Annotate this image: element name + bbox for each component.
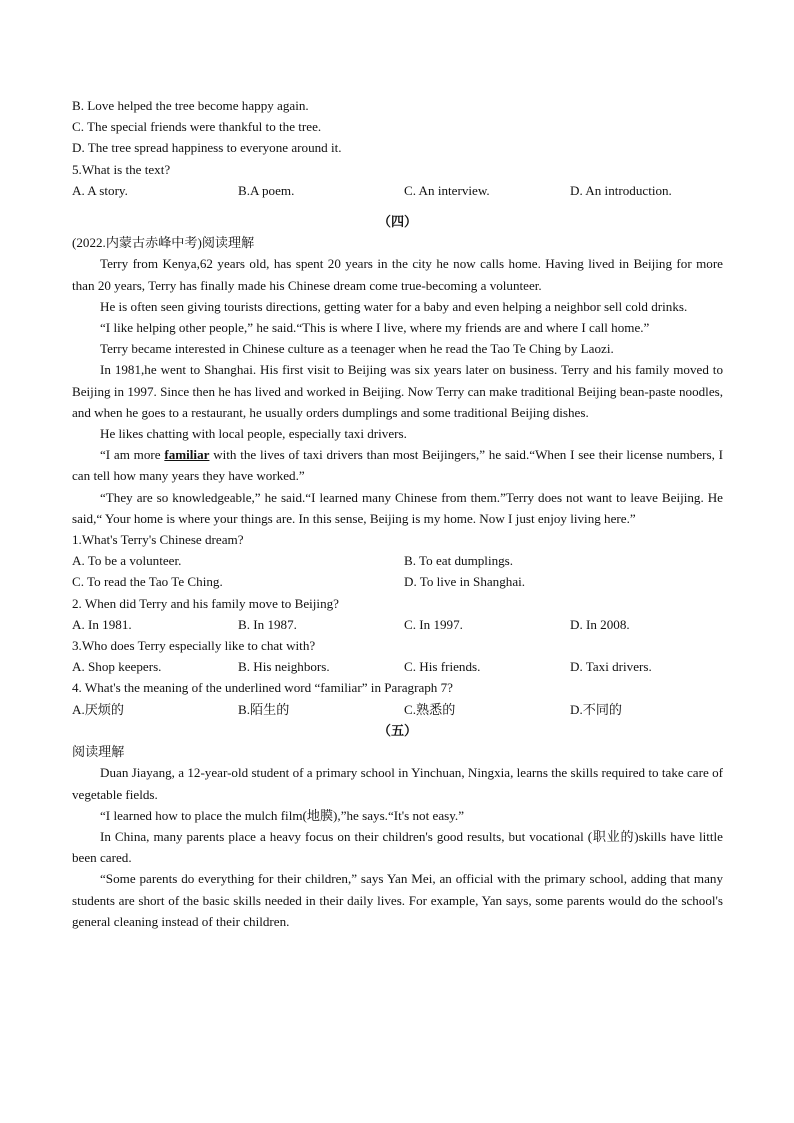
question-1-options-row1 (72, 550, 723, 571)
option-a: A. In 1981. (72, 616, 132, 632)
option-c: C. To read the Tao Te Ching. (72, 574, 223, 590)
option-c: C. The special friends were thankful to the tree. (72, 119, 322, 135)
paragraph: “I learned how to place the mulch film(地膜),”he says.“It's not easy.” (100, 807, 465, 823)
paragraph: He likes chatting with local people, especially taxi drivers. (100, 426, 407, 442)
paragraph-7-end: with the lives of taxi drivers than most Beijingers,” he said.“When I see their license numbers, I can tell how many years they have worked.” (72, 447, 723, 484)
section-5-source: 阅读理解 (72, 744, 125, 760)
option-a: A. A story. (72, 182, 128, 198)
underlined-word: familiar (164, 447, 210, 463)
document-page (72, 95, 723, 932)
question-5-options (72, 180, 723, 201)
paragraph: Terry from Kenya,62 years old, has spent 20 years in the city he now calls home. Having lived in Beijing for more than 20 years, Terry has finally made his Chinese dream come true-becoming a volunteer. (72, 256, 723, 293)
paragraph-7-start: “I am more (100, 447, 165, 463)
option-b: B.陌生的 (238, 701, 290, 717)
question-1-options-row2 (72, 571, 723, 592)
question-4-options (72, 699, 723, 720)
question-1: 1.What's Terry's Chinese dream? (72, 532, 244, 548)
option-a: A. Shop keepers. (72, 659, 162, 675)
question-3: 3.Who does Terry especially like to chat with? (72, 638, 316, 654)
question-2: 2. When did Terry and his family move to Beijing? (72, 595, 339, 611)
option-d: D. An introduction. (570, 182, 672, 198)
section-5-heading: （五） (377, 722, 418, 738)
paragraph: Duan Jiayang, a 12-year-old student of a primary school in Yinchuan, Ningxia, learns the skills required to take care of vegetable fields. (72, 765, 723, 802)
paragraph: “They are so knowledgeable,” he said.“I learned many Chinese from them.”Terry does not want to leave Beijing. He said,“ Your home is where your things are. In this sense, Beijing is my home. Now I just enjoy living here.” (72, 489, 723, 526)
option-c: C.熟悉的 (404, 701, 456, 717)
paragraph: “Some parents do everything for their children,” says Yan Mei, an official with the primary school, adding that many students are short of the basic skills needed in their daily lives. For example, Yan says, some parents would do the school's general cleaning instead of their children. (72, 871, 723, 929)
section-4-source: (2022.内蒙古赤峰中考)阅读理解 (72, 235, 255, 251)
option-d: D. Taxi drivers. (570, 659, 652, 675)
option-b: B. His neighbors. (238, 659, 330, 675)
option-c: C. An interview. (404, 182, 490, 198)
paragraph: Terry became interested in Chinese culture as a teenager when he read the Tao Te Ching by Laozi. (100, 341, 614, 357)
paragraph: He is often seen giving tourists directions, getting water for a baby and even helping a neighbor sell cold drinks. (100, 298, 688, 314)
option-c: C. His friends. (404, 659, 481, 675)
section-4-heading: （四） (377, 214, 418, 230)
option-d: D. To live in Shanghai. (404, 574, 526, 590)
question-5: 5.What is the text? (72, 161, 171, 177)
option-b: B.A poem. (238, 182, 295, 198)
option-b: B. In 1987. (238, 616, 297, 632)
option-a: A. To be a volunteer. (72, 553, 182, 569)
paragraph: In China, many parents place a heavy focus on their children's good results, but vocational (职业的)skills have little been cared. (72, 828, 723, 866)
paragraph: In 1981,he went to Shanghai. His first visit to Beijing was six years later on business. Terry and his family moved to Beijing in 1997. Since then he has lived and worked in Beijing. Now Terry can make traditional Beijing bean-paste noodles, and when he goes to a restaurant, he usually orders dumplings and some traditional Beijing dishes. (72, 362, 723, 420)
paragraph-7 (72, 444, 723, 486)
option-a: A.厌烦的 (72, 701, 125, 717)
option-d: D. In 2008. (570, 616, 630, 632)
option-d: D. The tree spread happiness to everyone around it. (72, 140, 342, 156)
option-b: B. To eat dumplings. (404, 553, 514, 569)
paragraph: “I like helping other people,” he said.“This is where I live, where my friends are and where I call home.” (100, 320, 650, 336)
question-4: 4. What's the meaning of the underlined word “familiar” in Paragraph 7? (72, 680, 453, 696)
option-b: B. Love helped the tree become happy again. (72, 98, 309, 113)
question-2-options (72, 614, 723, 635)
question-3-options (72, 656, 723, 677)
option-c: C. In 1997. (404, 616, 463, 632)
option-d: D.不同的 (570, 701, 623, 717)
